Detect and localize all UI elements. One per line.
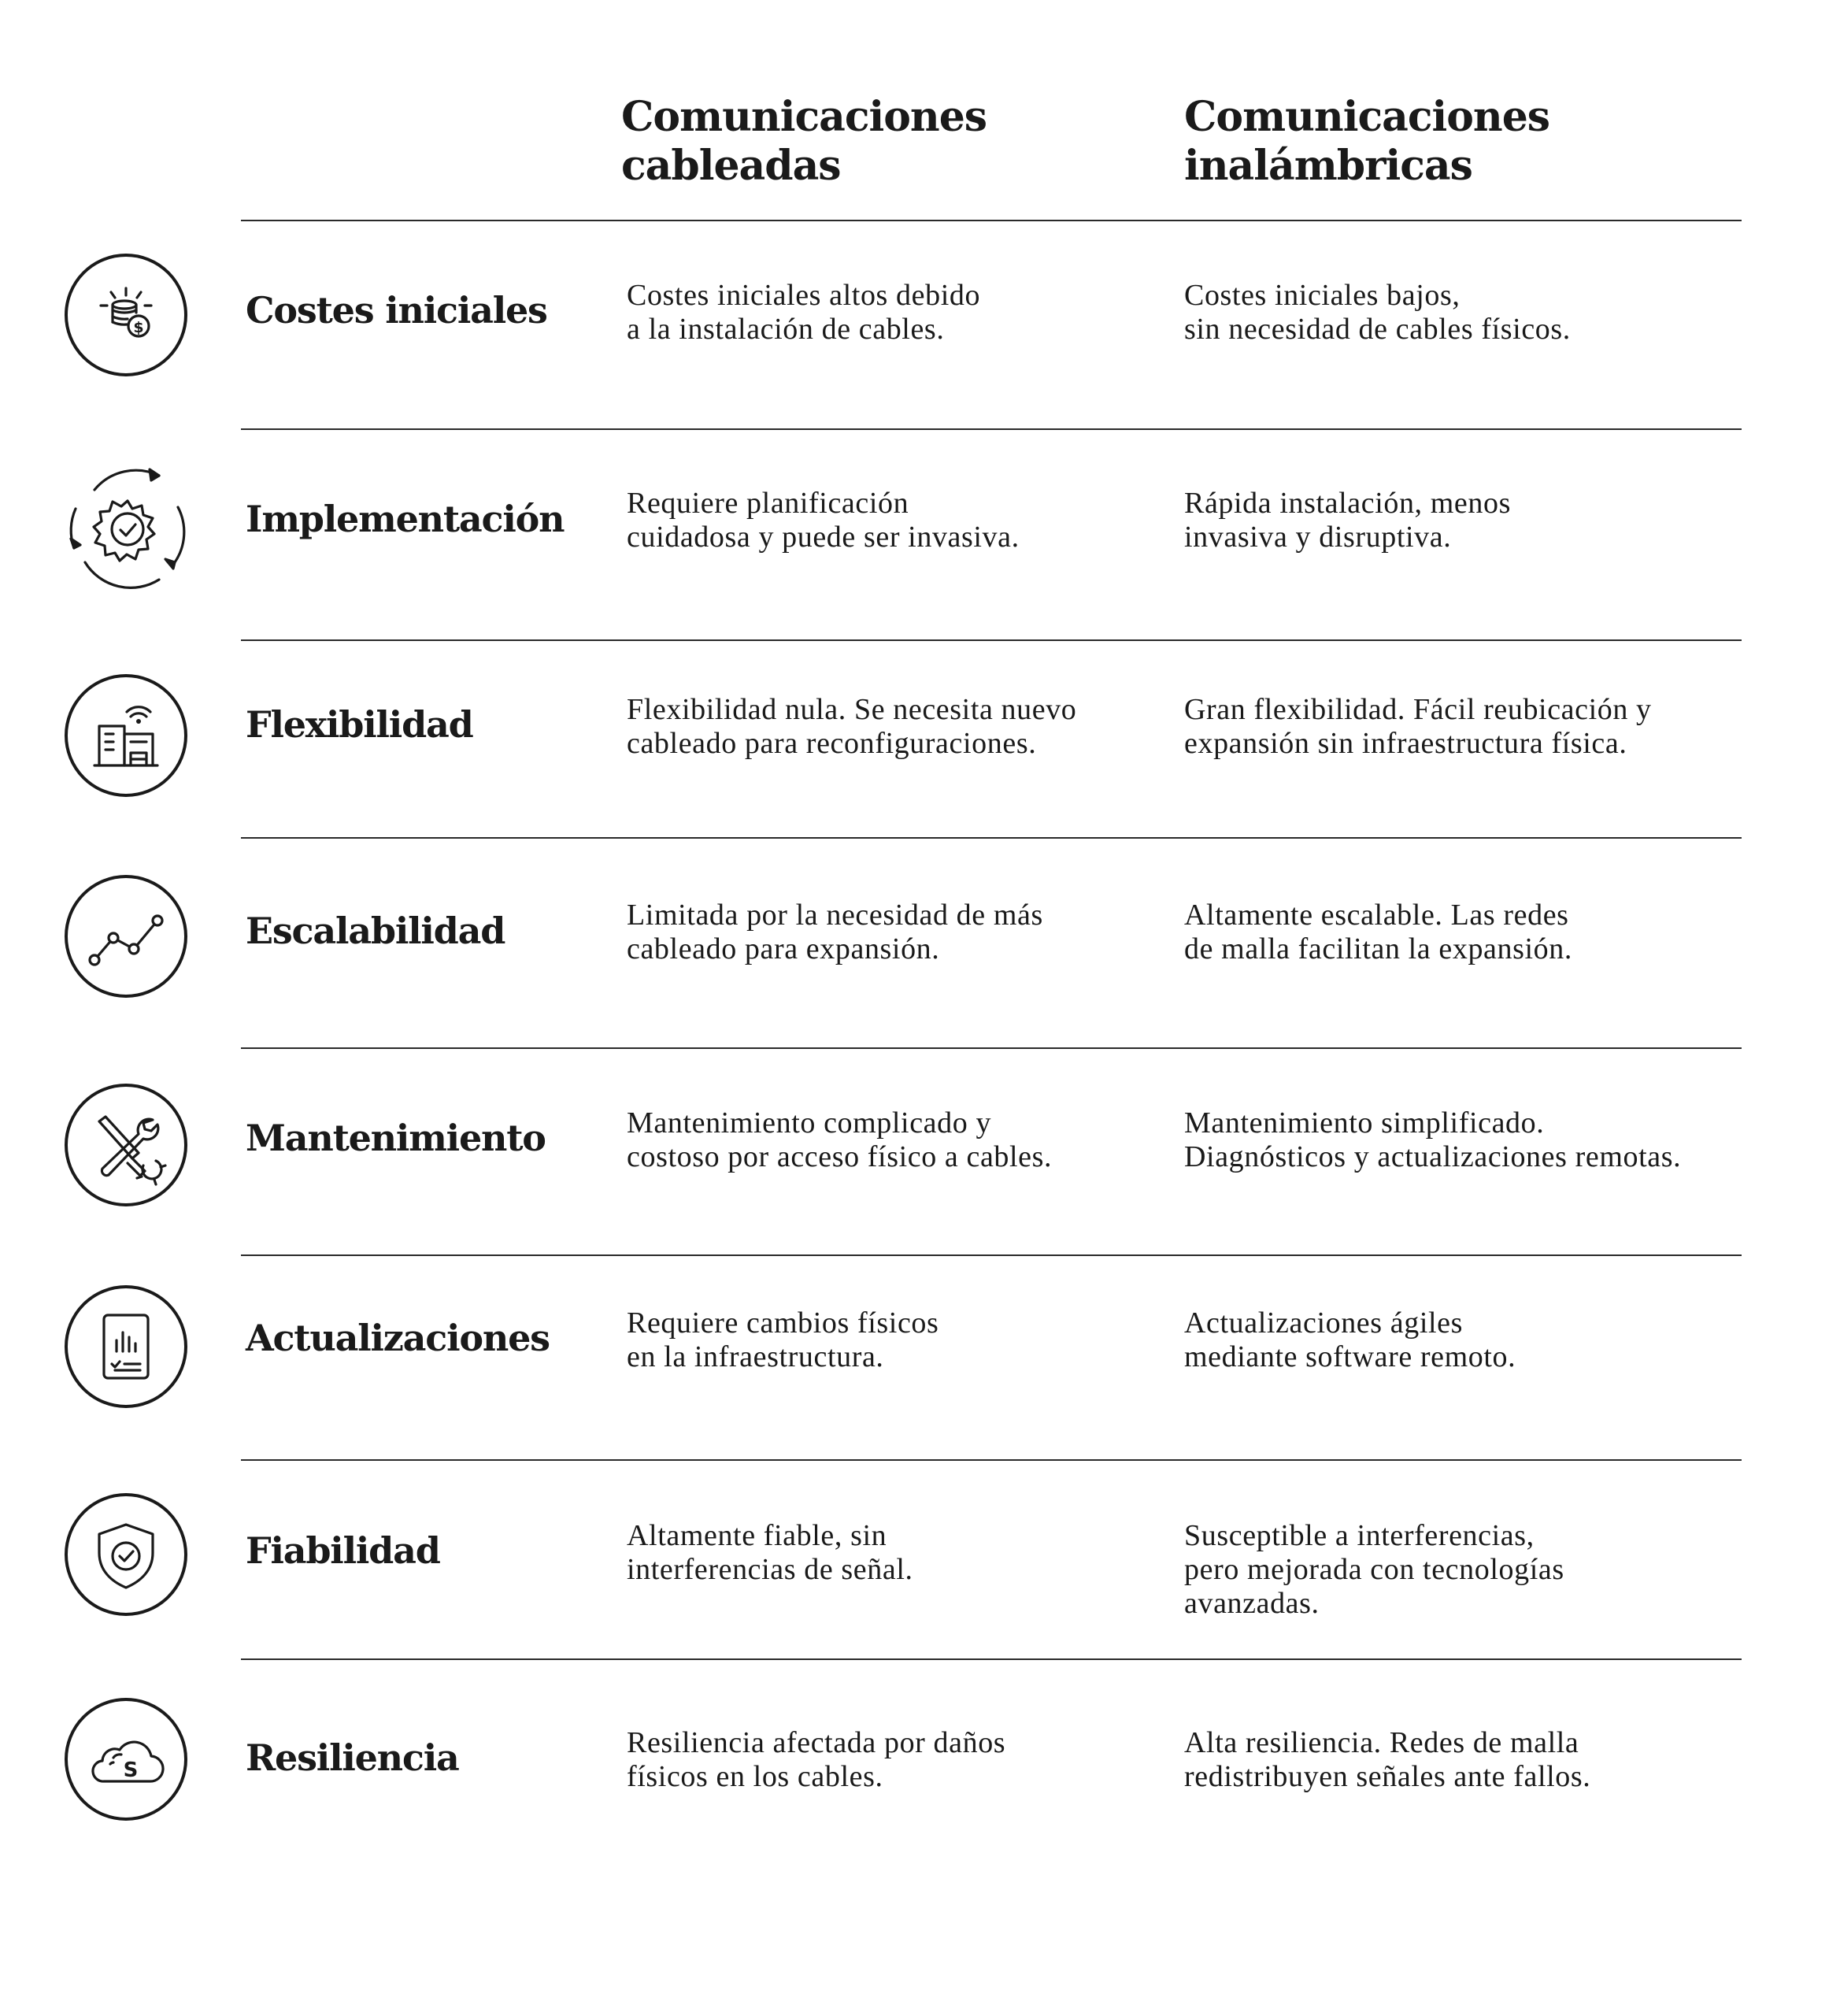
cell-wireless bbox=[1184, 1106, 1681, 1174]
row-title: Flexibilidad bbox=[246, 703, 473, 746]
cell-line: invasiva y disruptiva. bbox=[1184, 521, 1452, 554]
cell-wired bbox=[627, 693, 1076, 761]
row-divider bbox=[241, 1047, 1742, 1049]
cell-line: Mantenimiento complicado y bbox=[627, 1106, 992, 1140]
cell-wired bbox=[627, 899, 1043, 966]
cell-line: Rápida instalación, menos bbox=[1184, 487, 1511, 520]
cell-wired bbox=[627, 1519, 913, 1587]
cell-line: físicos en los cables. bbox=[627, 1760, 883, 1793]
cell-line: costoso por acceso físico a cables. bbox=[627, 1140, 1053, 1173]
cell-wired bbox=[627, 487, 1020, 554]
column-header-wireless bbox=[1184, 93, 1549, 191]
column-header-line: inalámbricas bbox=[1184, 142, 1472, 190]
cell-wired bbox=[627, 1106, 1052, 1174]
gear-check-cycle-icon bbox=[60, 461, 192, 594]
cell-line: Costes iniciales bajos, bbox=[1184, 279, 1461, 312]
cell-wireless bbox=[1184, 1519, 1564, 1621]
row-divider bbox=[241, 837, 1742, 839]
cell-line: a la instalación de cables. bbox=[627, 313, 945, 346]
report-chart-icon bbox=[65, 1285, 187, 1408]
column-header-line: cableadas bbox=[621, 142, 841, 190]
row-divider bbox=[241, 428, 1742, 430]
cell-wireless bbox=[1184, 693, 1652, 761]
cell-line: en la infraestructura. bbox=[627, 1340, 884, 1373]
row-title: Mantenimiento bbox=[246, 1117, 546, 1159]
row-title: Costes iniciales bbox=[246, 289, 547, 332]
cell-line: Gran flexibilidad. Fácil reubicación y bbox=[1184, 693, 1652, 726]
trend-line-icon bbox=[65, 875, 187, 998]
cell-line: Altamente fiable, sin bbox=[627, 1519, 887, 1552]
cell-wired bbox=[627, 1306, 939, 1374]
column-header-line: Comunicaciones bbox=[621, 93, 987, 141]
cell-wired bbox=[627, 1726, 1005, 1794]
cell-line: cableado para expansión. bbox=[627, 932, 940, 965]
tools-gear-icon bbox=[65, 1084, 187, 1206]
cell-wireless bbox=[1184, 899, 1572, 966]
row-title: Escalabilidad bbox=[246, 910, 505, 952]
building-wifi-icon bbox=[65, 674, 187, 797]
cell-line: Altamente escalable. Las redes bbox=[1184, 899, 1569, 932]
cell-line: cableado para reconfiguraciones. bbox=[627, 727, 1037, 760]
cell-line: Requiere cambios físicos bbox=[627, 1306, 939, 1340]
column-header-wired bbox=[621, 93, 987, 191]
cell-wireless bbox=[1184, 1726, 1590, 1794]
cell-wired bbox=[627, 279, 980, 346]
svg-text:S: S bbox=[123, 1758, 139, 1782]
row-divider bbox=[241, 1254, 1742, 1256]
cell-line: Resiliencia afectada por daños bbox=[627, 1726, 1006, 1759]
cell-wireless bbox=[1184, 279, 1571, 346]
column-header-line: Comunicaciones bbox=[1184, 93, 1550, 141]
cell-line: Mantenimiento simplificado. bbox=[1184, 1106, 1545, 1140]
row-divider bbox=[241, 1459, 1742, 1461]
cell-line: Limitada por la necesidad de más bbox=[627, 899, 1043, 932]
cell-line: avanzadas. bbox=[1184, 1587, 1320, 1620]
cell-line: redistribuyen señales ante fallos. bbox=[1184, 1760, 1591, 1793]
cloud-dollar-icon bbox=[65, 1698, 187, 1821]
shield-check-icon bbox=[65, 1493, 187, 1616]
coins-dollar-icon bbox=[65, 254, 187, 376]
cell-line: Diagnósticos y actualizaciones remotas. bbox=[1184, 1140, 1682, 1173]
cell-line: Costes iniciales altos debido bbox=[627, 279, 981, 312]
cell-line: Alta resiliencia. Redes de malla bbox=[1184, 1726, 1579, 1759]
cell-line: expansión sin infraestructura física. bbox=[1184, 727, 1627, 760]
row-title: Resiliencia bbox=[246, 1736, 459, 1779]
row-divider bbox=[241, 639, 1742, 641]
row-divider bbox=[241, 220, 1742, 221]
row-divider bbox=[241, 1658, 1742, 1660]
cell-wireless bbox=[1184, 1306, 1516, 1374]
row-title: Actualizaciones bbox=[246, 1317, 550, 1359]
cell-line: de malla facilitan la expansión. bbox=[1184, 932, 1572, 965]
row-title: Fiabilidad bbox=[246, 1529, 440, 1572]
cell-line: sin necesidad de cables físicos. bbox=[1184, 313, 1571, 346]
cell-line: cuidadosa y puede ser invasiva. bbox=[627, 521, 1020, 554]
cell-line: mediante software remoto. bbox=[1184, 1340, 1516, 1373]
cell-line: interferencias de señal. bbox=[627, 1553, 913, 1586]
cell-line: Actualizaciones ágiles bbox=[1184, 1306, 1463, 1340]
cell-line: pero mejorada con tecnologías bbox=[1184, 1553, 1564, 1586]
cell-line: Requiere planificación bbox=[627, 487, 909, 520]
row-title: Implementación bbox=[246, 498, 565, 540]
svg-text:$: $ bbox=[133, 319, 144, 336]
cell-wireless bbox=[1184, 487, 1511, 554]
cell-line: Susceptible a interferencias, bbox=[1184, 1519, 1535, 1552]
cell-line: Flexibilidad nula. Se necesita nuevo bbox=[627, 693, 1077, 726]
